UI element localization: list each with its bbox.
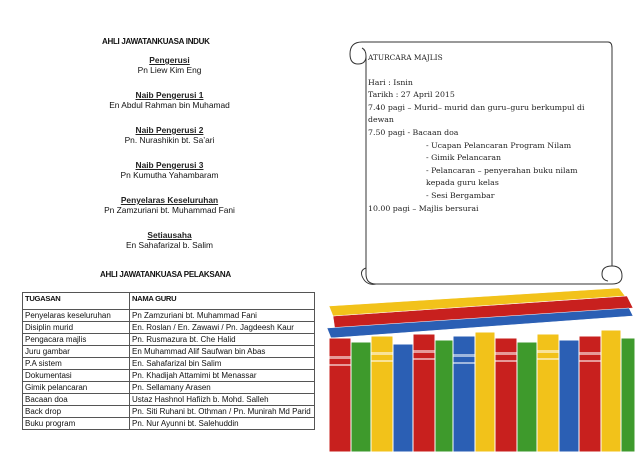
table-row <box>23 334 315 346</box>
committee-list <box>22 55 317 250</box>
committee-name: Pn Zamzuriani bt. Muhammad Fani <box>104 205 235 215</box>
teacher-cell: Pn. Rusmazura bt. Che Halid <box>130 334 315 346</box>
task-cell: Back drop <box>23 406 130 418</box>
schedule-item: 7.40 pagi – Murid– murid dan guru–guru berkumpul di dewan <box>368 102 585 125</box>
teacher-cell: En Muhammad Alif Saufwan bin Abas <box>130 346 315 358</box>
teacher-cell: Pn. Khadijah Attamimi bt Menassar <box>130 370 315 382</box>
table-row <box>23 394 315 406</box>
table-row <box>23 310 315 322</box>
task-cell: Dokumentasi <box>23 370 130 382</box>
program-schedule <box>368 52 608 215</box>
schedule-title: ATURCARA MAJLIS <box>368 53 443 62</box>
teacher-cell: Pn. Sellamany Arasen <box>130 382 315 394</box>
committee-role: Setiausaha <box>147 230 192 240</box>
task-cell: Buku program <box>23 418 130 430</box>
schedule-subitem: - Ucapan Pelancaran Program Nilam <box>426 140 572 150</box>
schedule-subitem: - Sesi Bergambar <box>426 190 495 200</box>
schedule-date: Tarikh : 27 April 2015 <box>368 90 455 100</box>
table-row <box>23 406 315 418</box>
books-graphic <box>327 286 635 452</box>
table-row <box>23 322 315 334</box>
committee-role: Naib Pengerusi 2 <box>135 125 204 135</box>
teacher-cell: Pn Zamzuriani bt. Muhammad Fani <box>130 310 315 322</box>
committee-name: En Sahafarizal b. Salim <box>125 240 214 250</box>
schedule-item: 10.00 pagi – Majlis bersurai <box>368 203 479 213</box>
schedule-subitem: - Gimik Pelancaran <box>426 153 502 163</box>
task-cell: P.A sistem <box>23 358 130 370</box>
table-row <box>23 346 315 358</box>
committee-name: Pn. Nurashikin bt. Sa’ari <box>124 135 215 145</box>
task-cell: Juru gambar <box>23 346 130 358</box>
task-cell: Disiplin murid <box>23 322 130 334</box>
books-illustration <box>327 286 635 452</box>
task-cell: Bacaan doa <box>23 394 130 406</box>
table-row <box>23 370 315 382</box>
table-header-row <box>23 293 315 310</box>
schedule-subitem: - Pelancaran – penyerahan buku nilam kepada guru kelas <box>426 165 578 188</box>
duty-table <box>22 292 315 430</box>
committee-role: Pengerusi <box>149 55 190 65</box>
teacher-cell: Pn. Siti Ruhani bt. Othman / Pn. Munirah Md Parid <box>130 406 315 418</box>
executive-committee-heading: AHLI JAWATANKUASA PELAKSANA <box>100 270 231 279</box>
table-row <box>23 382 315 394</box>
schedule-day: Hari : Isnin <box>368 77 413 87</box>
teacher-cell: En. Sahafarizal bin Salim <box>130 358 315 370</box>
committee-name: Pn Kumutha Yahambaram <box>120 170 219 180</box>
committee-role: Naib Pengerusi 1 <box>135 90 204 100</box>
committee-role: Penyelaras Keseluruhan <box>120 195 219 205</box>
task-cell: Pengacara majlis <box>23 334 130 346</box>
committee-name: En Abdul Rahman bin Muhamad <box>109 100 230 110</box>
task-cell: Penyelaras keseluruhan <box>23 310 130 322</box>
committee-role: Naib Pengerusi 3 <box>135 160 204 170</box>
schedule-item: 7.50 pagi - Bacaan doa <box>368 127 459 137</box>
column-header-teacher: NAMA GURU <box>130 293 315 310</box>
teacher-cell: Pn. Nur Ayunni bt. Salehuddin <box>130 418 315 430</box>
table-row <box>23 358 315 370</box>
teacher-cell: Ustaz Hashnol Hafiizh b. Mohd. Salleh <box>130 394 315 406</box>
task-cell: Gimik pelancaran <box>23 382 130 394</box>
committee-name: Pn Liew Kim Eng <box>137 65 202 75</box>
teacher-cell: En. Roslan / En. Zawawi / Pn. Jagdeesh Kaur <box>130 322 315 334</box>
table-row <box>23 418 315 430</box>
column-header-task: TUGASAN <box>23 293 130 310</box>
main-committee-heading: AHLI JAWATANKUASA INDUK <box>102 37 210 46</box>
